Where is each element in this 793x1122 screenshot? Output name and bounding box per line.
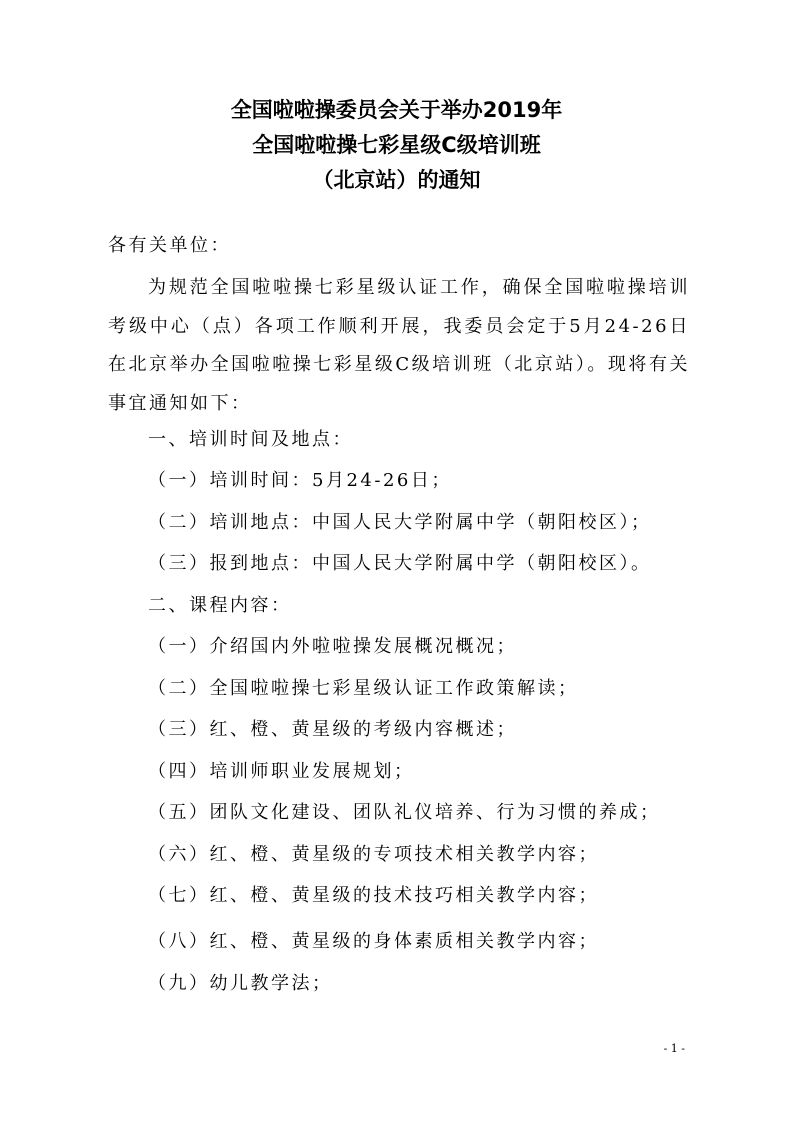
page-number: - 1 - bbox=[663, 1042, 685, 1055]
list-item: （五）团队文化建设、团队礼仪培养、行为习惯的养成； bbox=[148, 802, 661, 823]
list-item: （三）红、橙、黄星级的考级内容概述； bbox=[148, 719, 517, 740]
title-line-1: 全国啦啦操委员会关于举办2019年 bbox=[230, 98, 563, 122]
list-item: （七）红、橙、黄星级的技术技巧相关教学内容； bbox=[148, 885, 599, 906]
list-item: （一）培训时间：5月24-26日； bbox=[148, 470, 452, 491]
list-item: （六）红、橙、黄星级的专项技术相关教学内容； bbox=[148, 844, 599, 865]
document-title bbox=[0, 93, 793, 198]
title-line-2: 全国啦啦操七彩星级C级培训班 bbox=[252, 133, 541, 157]
salutation: 各有关单位： bbox=[108, 235, 231, 256]
list-item: （三）报到地点：中国人民大学附属中学（朝阳校区）。 bbox=[148, 553, 652, 574]
list-item: （二）培训地点：中国人民大学附属中学（朝阳校区）； bbox=[148, 512, 652, 533]
section-heading-time-location: 一、培训时间及地点： bbox=[148, 429, 353, 450]
list-item: （二）全国啦啦操七彩星级认证工作政策解读； bbox=[148, 678, 579, 699]
section-heading-course-content: 二、课程内容： bbox=[148, 595, 292, 616]
list-item: （四）培训师职业发展规划； bbox=[148, 761, 415, 782]
intro-paragraph: 为规范全国啦啦操七彩星级认证工作，确保全国啦啦操培训考级中心（点）各项工作顺利开展，我委员会定于5月24-26日在北京举办全国啦啦操七彩星级C级培训班（北京站）。现将有关事宜通知如下： bbox=[108, 277, 690, 414]
list-item: （八）红、橙、黄星级的身体素质相关教学内容； bbox=[148, 931, 599, 952]
list-item: （一）介绍国内外啦啦操发展概况概况； bbox=[148, 636, 517, 657]
list-item: （九）幼儿教学法； bbox=[148, 973, 333, 994]
title-line-3: （北京站）的通知 bbox=[312, 168, 481, 192]
